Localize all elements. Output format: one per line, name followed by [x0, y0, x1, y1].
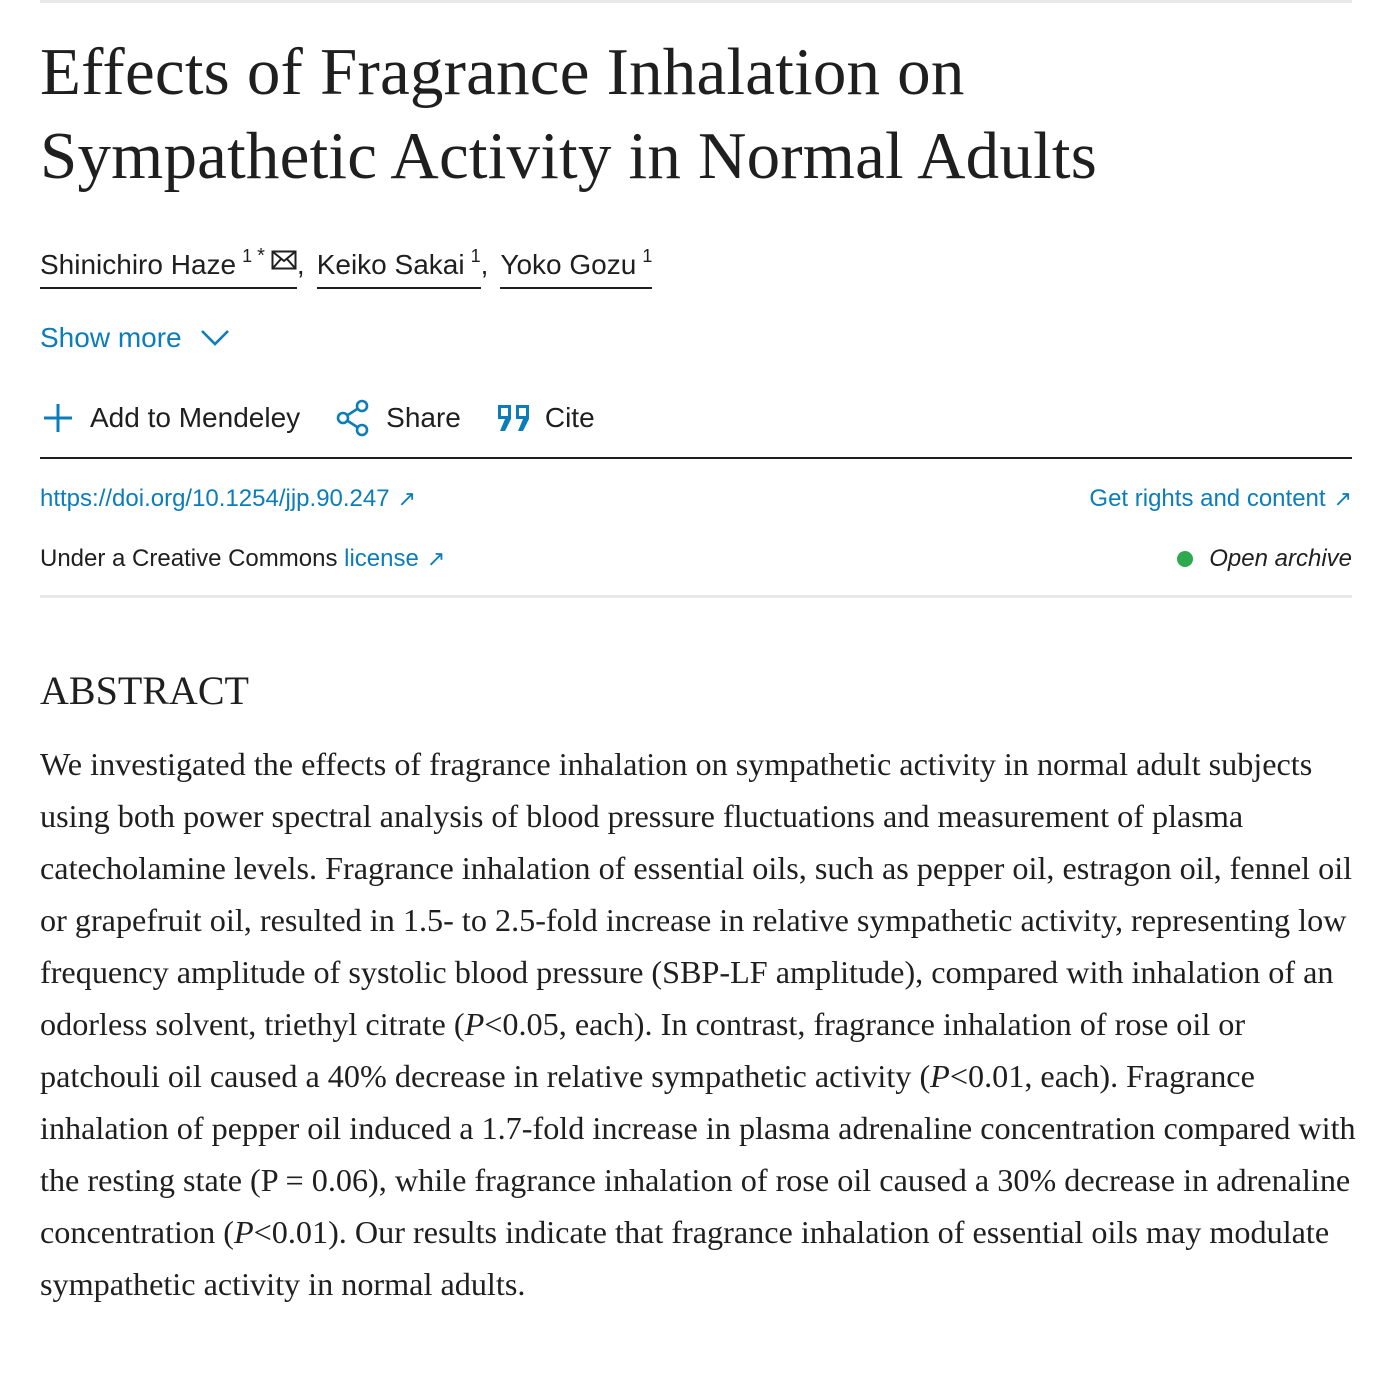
p-value-symbol: P	[233, 1214, 254, 1250]
abstract-segment: We investigated the effects of fragrance inhalation on sympathetic activity in normal adult subjects using both power spectral analysis of blood pressure fluctuations and measurement of plasma catecholamine levels. Fragrance inhalation of essential oils, such as pepper oil, estragon oil, fennel oil or grapefruit oil, resulted in 1.5- to 2.5-fold increase in relative sympathetic activity, representing low frequency amplitude of systolic blood pressure (SBP-LF amplitude), compared with inhalation of an odorless solvent, triethyl citrate (	[40, 746, 1353, 1042]
cite-button[interactable]	[497, 402, 595, 434]
share-icon	[336, 399, 372, 437]
author-link-haze[interactable]	[40, 234, 297, 289]
license-link-text: license	[344, 545, 419, 572]
doi-text: https://doi.org/10.1254/jjp.90.247	[40, 485, 390, 512]
share-label: Share	[386, 402, 461, 433]
title-line-1: Effects of Fragrance Inhalation on	[40, 35, 965, 109]
actions-divider	[40, 457, 1352, 459]
add-to-mendeley-label: Add to Mendeley	[90, 402, 301, 433]
share-button[interactable]	[336, 399, 461, 437]
abstract-segment: <0.01, each). Fragrance inhalation of pepper oil induced a 1.7-fold increase in plasma adrenaline concentration compared with the resting state (P = 0.06), while fragrance inhalation of rose oil caused a 30% decrease in adrenaline concentration (	[40, 1058, 1356, 1250]
author-affiliation: 1	[642, 246, 653, 266]
title-line-2: Sympathetic Activity in Normal Adults	[40, 119, 1097, 193]
abstract-segment: <0.05, each). In contrast, fragrance inhalation of rose oil or patchouli oil caused a 40% decrease in relative sympathetic activity (	[40, 1006, 1246, 1094]
author-list	[40, 234, 652, 280]
show-more-button[interactable]	[40, 316, 230, 360]
author-affiliation: 1	[470, 246, 481, 266]
license-link[interactable]	[344, 545, 445, 572]
external-arrow-icon: ↗	[426, 546, 446, 571]
author-link-sakai[interactable]	[317, 234, 481, 289]
author-name: Shinichiro Haze	[40, 249, 237, 280]
open-access-dot-icon	[1177, 551, 1193, 567]
rights-and-content-link[interactable]	[1089, 480, 1352, 518]
p-value-symbol: P	[930, 1058, 950, 1094]
license-prefix: Under a Creative Commons	[40, 545, 338, 572]
show-more-label: Show more	[40, 322, 182, 353]
mail-icon	[271, 239, 297, 283]
author-link-gozu[interactable]	[500, 234, 652, 289]
cite-label: Cite	[544, 402, 595, 433]
article-actions	[40, 394, 631, 442]
top-divider	[40, 0, 1352, 3]
open-archive-label: Open archive	[1209, 545, 1352, 572]
doi-link[interactable]	[40, 480, 416, 518]
open-archive-status	[1177, 540, 1352, 578]
abstract-text	[40, 738, 1360, 1310]
header-divider	[40, 595, 1352, 598]
rights-text: Get rights and content	[1089, 485, 1326, 512]
abstract-heading: ABSTRACT	[40, 668, 249, 713]
author-separator: ,	[296, 249, 305, 280]
external-arrow-icon: ↗	[397, 486, 417, 511]
author-name: Yoko Gozu	[500, 249, 637, 280]
author-name: Keiko Sakai	[316, 249, 465, 280]
license-line	[40, 540, 445, 578]
abstract-segment: <0.01). Our results indicate that fragrance inhalation of essential oils may modulate sympathetic activity in normal adults.	[40, 1214, 1330, 1302]
chevron-down-icon	[200, 316, 230, 360]
add-to-mendeley-button[interactable]	[40, 400, 300, 436]
p-value-symbol: P	[464, 1006, 485, 1042]
article-title	[40, 30, 1352, 198]
author-affiliation: 1	[242, 246, 253, 266]
author-separator: ,	[480, 249, 489, 280]
plus-icon	[40, 400, 76, 436]
external-arrow-icon: ↗	[1333, 486, 1352, 511]
quote-icon	[497, 403, 531, 433]
corresponding-marker: *	[257, 245, 265, 267]
